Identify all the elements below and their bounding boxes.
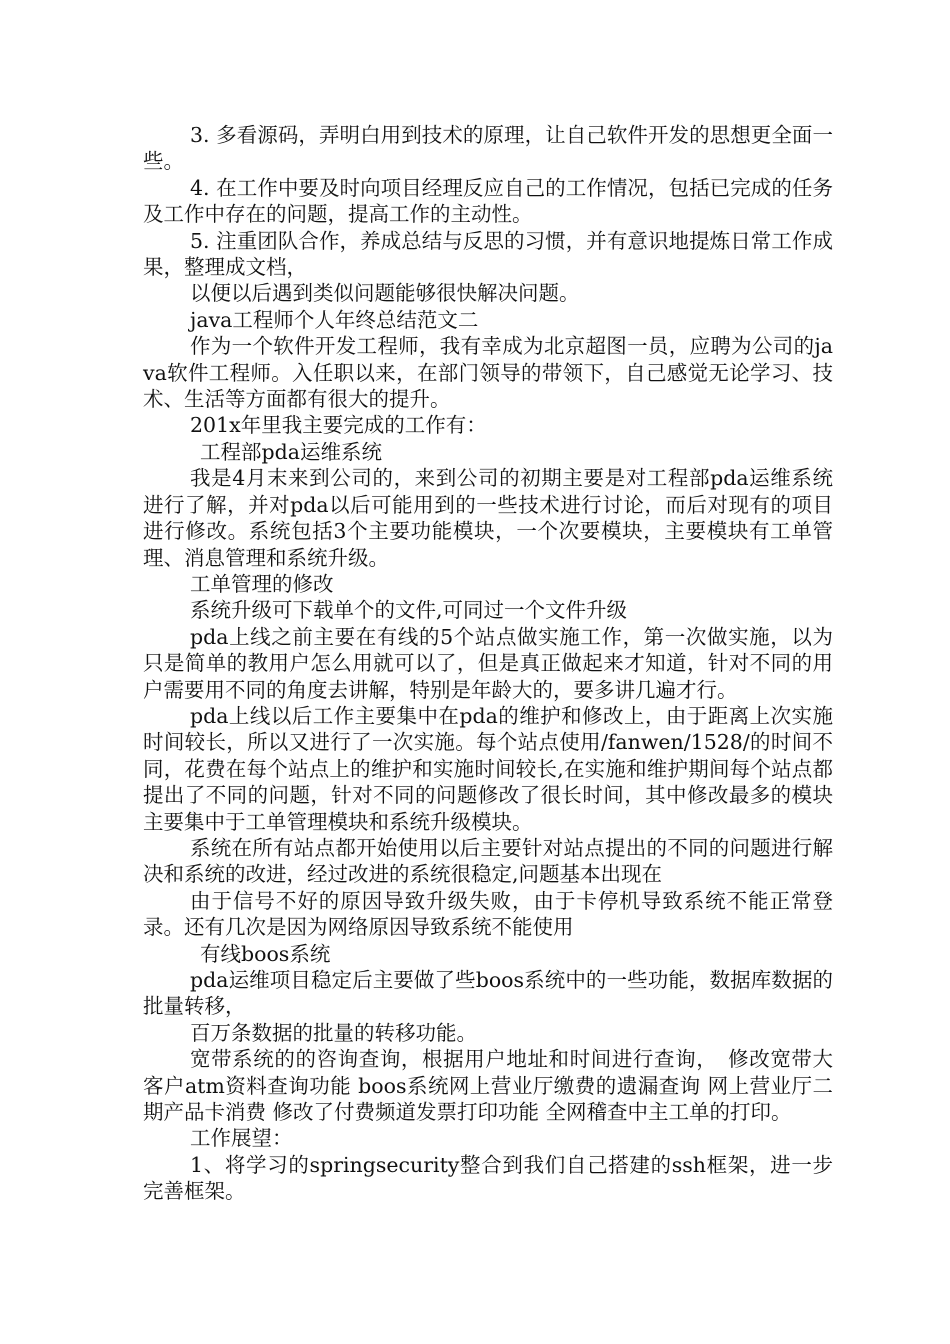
paragraph-tip-3: 3. 多看源码，弄明白用到技术的原理，让自己软件开发的思想更全面一些。 [143, 123, 833, 174]
paragraph-system-improvement: 系统在所有站点都开始使用以后主要针对站点提出的不同的问题进行解决和系统的改进，经过改进的系统很稳定,问题基本出现在 [143, 835, 833, 887]
paragraph-pda-prelaunch: pda上线之前主要在有线的5个站点做实施工作，第一次做实施，以为只是简单的教用户怎么用就可以了，但是真正做起来才知道，针对不同的用户需要用不同的角度去讲解，特别是年龄大的，要多讲几遍才行。 [143, 624, 833, 702]
paragraph-outlook-heading: 工作展望： [190, 1126, 293, 1151]
paragraph-intro: 作为一个软件开发工程师，我有幸成为北京超图一员，应聘为公司的java软件工程师。入任职以来，在部门领导的带领下，自己感觉无论学习、技术、生活等方面都有很大的提升。 [143, 334, 833, 412]
paragraph-ticket-modification: 工单管理的修改 [190, 571, 334, 596]
subheading-boos-system: 有线boos系统 [200, 941, 331, 966]
paragraph-tip-5: 5. 注重团队合作，养成总结与反思的习惯，并有意识地提炼日常工作成果，整理成文档， [143, 228, 833, 280]
document-body [143, 122, 833, 1205]
section-title: java工程师个人年终总结范文二 [190, 307, 479, 332]
paragraph-work-heading: 201x年里我主要完成的工作有： [190, 413, 487, 438]
paragraph-tip-5-continued: 以便以后遇到类似问题能够很快解决问题。 [190, 281, 580, 306]
paragraph-issues: 由于信号不好的原因导致升级失败，由于卡停机导致系统不能正常登录。还有几次是因为网络原因导致系统不能使用 [143, 888, 833, 940]
paragraph-outlook-1: 1、将学习的springsecurity整合到我们自己搭建的ssh框架，进一步完善框架。 [143, 1152, 833, 1204]
paragraph-tip-4: 4. 在工作中要及时向项目经理反应自己的工作情况，包括已完成的任务及工作中存在的问题，提高工作的主动性。 [143, 175, 833, 227]
paragraph-pda-overview: 我是4月末来到公司的，来到公司的初期主要是对工程部pda运维系统进行了解，并对pda以后可能用到的一些技术进行讨论，而后对现有的项目进行修改。系统包括3个主要功能模块，一个次要模块，主要模块有工单管理、消息管理和系统升级。 [143, 466, 833, 570]
paragraph-system-upgrade: 系统升级可下载单个的文件,可同过一个文件升级 [190, 598, 628, 623]
subheading-pda-system: 工程部pda运维系统 [200, 439, 382, 464]
paragraph-pda-postlaunch: pda上线以后工作主要集中在pda的维护和修改上，由于距离上次实施时间较长，所以又进行了一次实施。每个站点使用/fanwen/1528/的时间不同，花费在每个站点上的维护和实施时间较长,在实施和维护期间每个站点都提出了不同的问题，针对不同的问题修改了很长时间，其中修改最多的模块主要集中于工单管理模块和系统升级模块。 [143, 703, 833, 834]
paragraph-broadband: 宽带系统的的咨询查询，根据用户地址和时间进行查询， 修改宽带大客户atm资料查询功能 boos系统网上营业厅缴费的遗漏查询 网上营业厅二期产品卡消费 修改了付费频道发票打印功能 全网稽查中主工单的打印。 [143, 1047, 833, 1125]
paragraph-boos-features: pda运维项目稳定后主要做了些boos系统中的一些功能，数据库数据的批量转移， [143, 968, 833, 1019]
paragraph-data-migration: 百万条数据的批量的转移功能。 [190, 1020, 477, 1045]
